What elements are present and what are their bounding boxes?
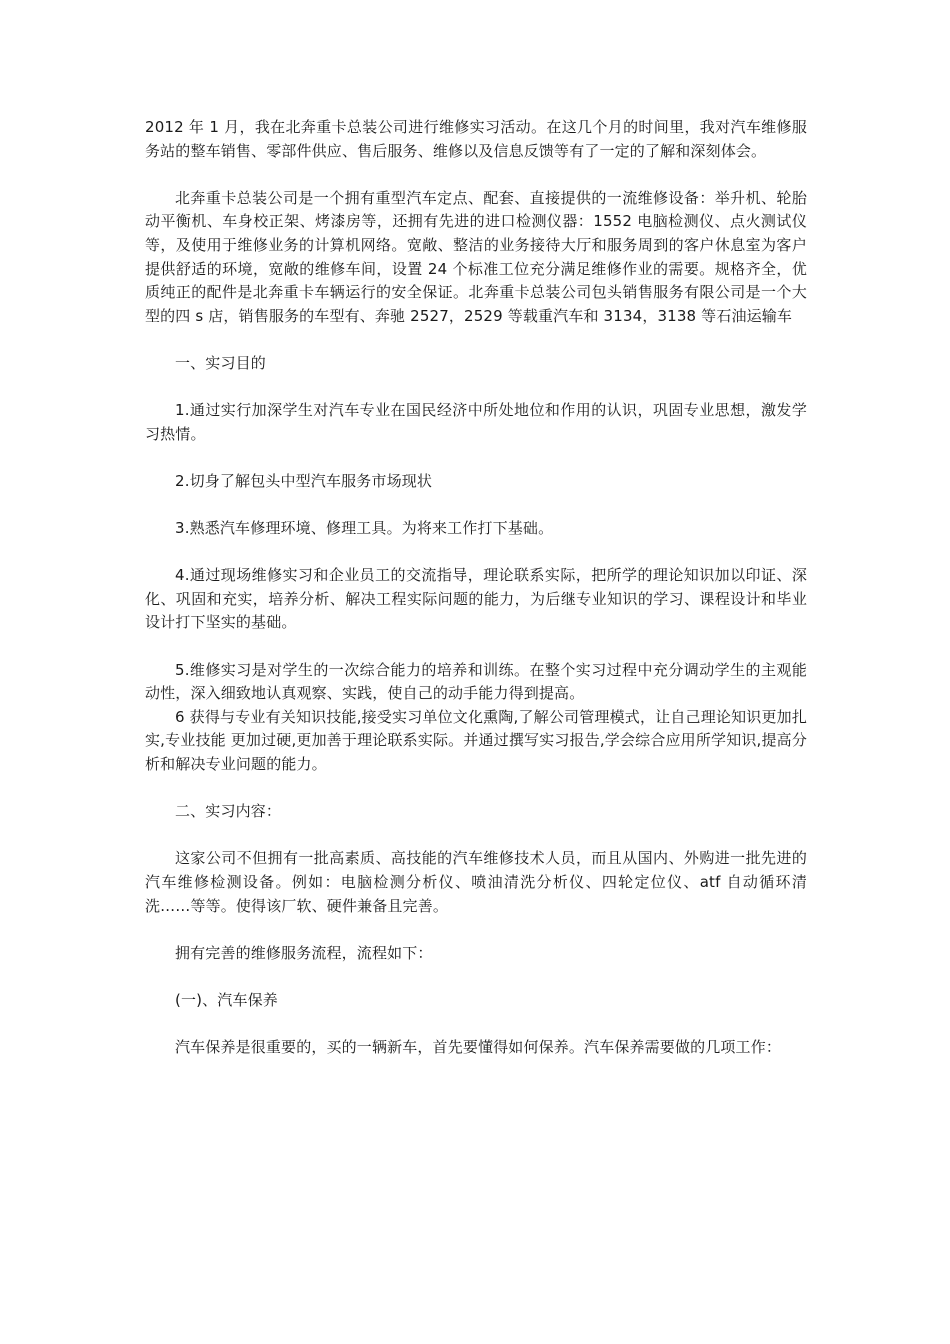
content-2-paragraph: 拥有完善的维修服务流程，流程如下： [175, 943, 433, 962]
goal-4-paragraph: 4.通过现场维修实习和企业员工的交流指导，理论联系实际，把所学的理论知识加以印证、深化、巩固和充实，培养分析、解决工程实际问题的能力，为后继专业知识的学习、课程设计和毕业设计打下坚实的基础。 [145, 566, 807, 632]
goal-3-paragraph: 3.熟悉汽车修理环境、修理工具。为将来工作打下基础。 [175, 519, 554, 538]
company-intro-paragraph: 北奔重卡总装公司是一个拥有重型汽车定点、配套、直接提供的一流维修设备：举升机、轮胎动平衡机、车身校正架、烤漆房等，还拥有先进的进口检测仪器：1552 电脑检测仪、点火测试仪等，及使用于维修业务的计算机网络。宽敞、整洁的业务接待大厅和服务周到的客户休息室为客户提供舒适的环境，宽敞的维修车间，设置 24 个标准工位充分满足维修作业的需要。规格齐全，优质纯正的配件是北奔重卡车辆运行的安全保证。北奔重卡总装公司包头销售服务有限公司是一个大型的四 s 店，销售服务的车型有、奔驰 2527，2529 等载重汽车和 3134，3138 等石油运输车 [145, 188, 807, 325]
document-page [145, 116, 807, 1083]
content-3-paragraph: 汽车保养是很重要的，买的一辆新车，首先要懂得如何保养。汽车保养需要做的几项工作： [175, 1038, 782, 1057]
subsection1-heading: (一)、汽车保养 [175, 990, 278, 1009]
section1-heading: 一、实习目的 [175, 353, 266, 372]
section2-heading: 二、实习内容： [175, 802, 282, 821]
content-1-paragraph: 这家公司不但拥有一批高素质、高技能的汽车维修技术人员，而且从国内、外购进一批先进的汽车维修检测设备。例如：电脑检测分析仪、喷油清洗分析仪、四轮定位仪、atf 自动循环清洗……等等。使得该厂软、硬件兼备且完善。 [145, 849, 807, 915]
goal-5-paragraph: 5.维修实习是对学生的一次综合能力的培养和训练。在整个实习过程中充分调动学生的主观能动性，深入细致地认真观察、实践，使自己的动手能力得到提高。 [145, 660, 807, 703]
goal-1-paragraph: 1.通过实行加深学生对汽车专业在国民经济中所处地位和作用的认识，巩固专业思想，激发学习热情。 [145, 401, 807, 443]
goal-6-paragraph: 6 获得与专业有关知识技能,接受实习单位文化熏陶,了解公司管理模式，让自己理论知识更加扎实,专业技能 更加过硬,更加善于理论联系实际。并通过撰写实习报告,学会综合应用所学知识,提高分析和解决专业问题的能力。 [145, 707, 807, 774]
intro-paragraph: 2012 年 1 月，我在北奔重卡总装公司进行维修实习活动。在这几个月的时间里，我对汽车维修服务站的整车销售、零部件供应、售后服务、维修以及信息反馈等有了一定的了解和深刻体会。 [145, 118, 807, 160]
goal-2-paragraph: 2.切身了解包头中型汽车服务市场现状 [175, 471, 433, 490]
